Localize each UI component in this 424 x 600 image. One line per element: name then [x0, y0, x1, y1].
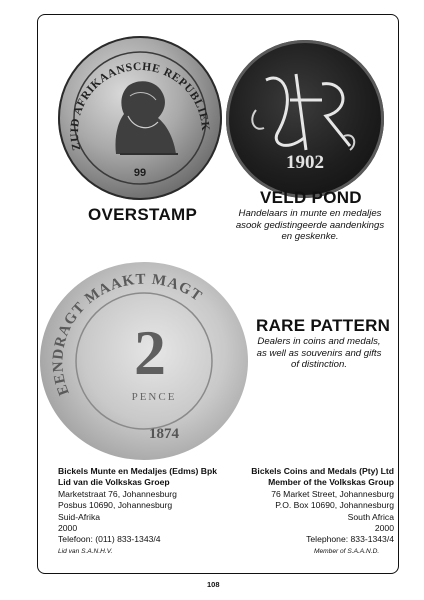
address-line: P.O. Box 10690, Johannesburg: [275, 500, 394, 511]
company-group: Lid van die Volkskas Groep: [58, 477, 170, 488]
address-line: Suid-Afrika: [58, 511, 101, 522]
veld-pond-coin-image: [226, 40, 384, 198]
address-line: Posbus 10690, Johannesburg: [58, 500, 173, 511]
address-english: [234, 466, 394, 546]
rare-pattern-description: [246, 336, 392, 371]
pattern-legend: EENDRAGT MAAKT MAGT: [50, 271, 205, 398]
address-afrikaans: [58, 466, 236, 546]
rare-pattern-line: as well as souvenirs and gifts: [256, 347, 382, 359]
rare-pattern-line: Dealers in coins and medals,: [257, 336, 381, 347]
overstamp-numeral: 99: [133, 167, 147, 179]
veld-pond-line: en geskenke.: [281, 231, 339, 242]
veld-pond-description: [226, 208, 394, 243]
membership-afrikaans: Lid van S.A.N.H.V.: [58, 548, 113, 555]
company-name: Bickels Coins and Medals (Pty) Ltd: [251, 466, 394, 476]
pattern-word: PENCE: [131, 391, 177, 403]
address-line: South Africa: [347, 511, 394, 522]
coin-legend: ZUID AFRIKAANSCHE REPUBLIEK: [68, 60, 212, 152]
company-name: Bickels Munte en Medaljes (Edms) Bpk: [58, 466, 218, 476]
membership-english: Member of S.A.A.N.D.: [314, 548, 380, 555]
telephone: Telephone: 833-1343/4: [306, 534, 394, 545]
address-line: 76 Market Street, Johannesburg: [271, 488, 394, 499]
address-line: Marketstraat 76, Johannesburg: [58, 488, 177, 499]
pattern-year: 1874: [149, 426, 179, 442]
rare-pattern-title: RARE PATTERN: [256, 316, 391, 335]
address-line: 2000: [58, 523, 78, 534]
kruger-coin-image: [58, 36, 222, 200]
veld-pond-year: 1902: [286, 152, 324, 173]
telephone: Telefoon: (011) 833-1343/4: [58, 534, 161, 545]
page-number: 108: [207, 580, 220, 589]
address-line: 2000: [374, 523, 394, 534]
pattern-coin-image: [40, 262, 248, 460]
company-group: Member of the Volkskas Group: [268, 477, 394, 488]
pattern-value: 2: [134, 317, 166, 388]
svg-text:EENDRAGT MAAKT MAGT: [50, 272, 205, 398]
overstamp-title: OVERSTAMP: [88, 205, 198, 224]
veld-pond-line: asook gedistingeerde aandenkings: [235, 219, 385, 231]
rare-pattern-line: of distinction.: [291, 359, 347, 370]
veld-pond-title: VELD POND: [260, 188, 362, 207]
veld-pond-line: Handelaars in munte en medaljes: [238, 208, 382, 219]
